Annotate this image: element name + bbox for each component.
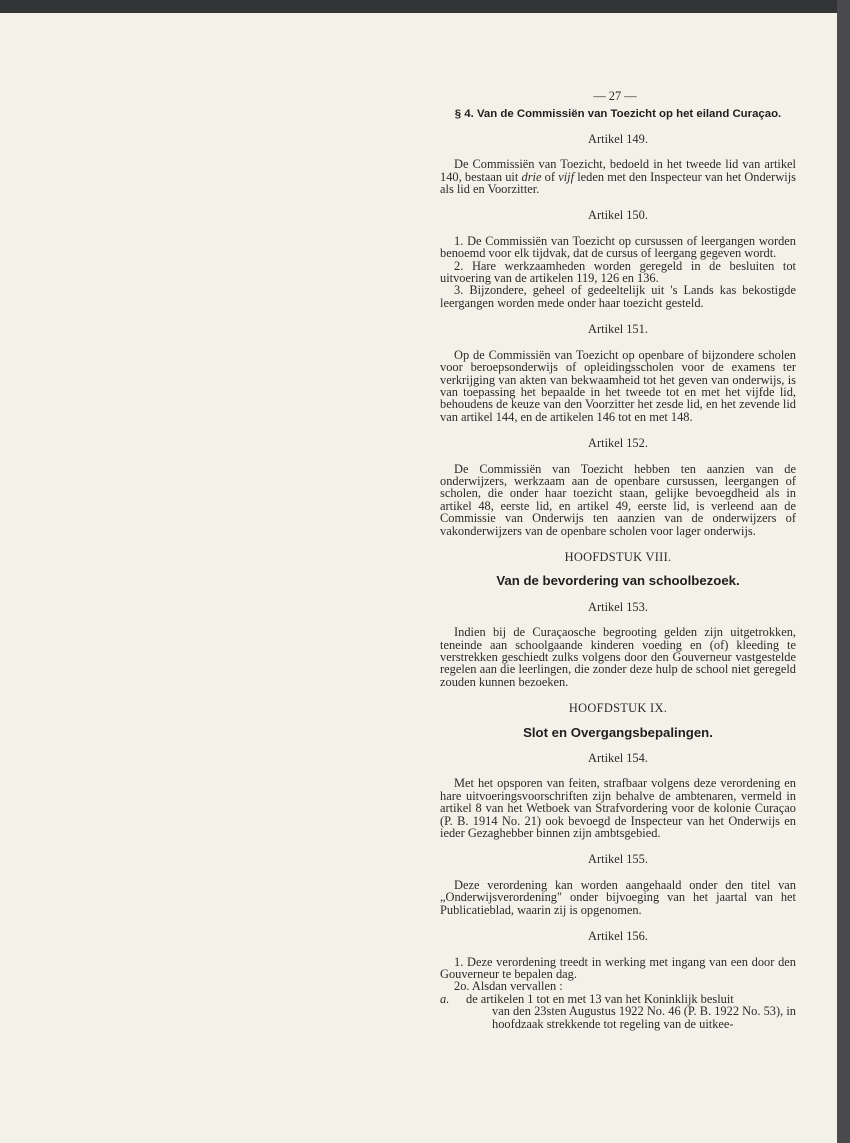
scan-top-border <box>0 0 850 13</box>
article-156-par-1: 1. Deze verordening treedt in werking met ingang van een door den Gouverneur te bepalen dag. <box>440 954 796 981</box>
article-149-drie: drie <box>521 169 542 184</box>
item-a-body <box>466 993 796 1030</box>
article-156-item-a <box>440 993 796 1030</box>
scan-right-border <box>837 0 850 1143</box>
article-149-text-part1: De Commissiën van Toezicht, bedoeld in het tweede lid van artikel 140, bestaan uit <box>440 157 796 184</box>
article-154-title: Artikel 154. <box>588 751 648 766</box>
article-149-text-part2: leden met den Inspecteur van het Onderwijs als lid en Voorzitter. <box>440 169 796 197</box>
chapter-8-label: HOOFDSTUK VIII. <box>564 549 672 564</box>
article-150-par-3: 3. Bijzondere, geheel of gedeeltelijk uit 's Lands kas bekostigde leergangen worden mede onder haar toezicht gesteld. <box>440 283 796 310</box>
article-156-par-2: 2o. Alsdan vervallen : <box>454 979 563 994</box>
chapter-8-title: Van de bevordering van schoolbezoek. <box>496 573 740 589</box>
article-149-title: Artikel 149. <box>588 131 648 146</box>
chapter-9-label: HOOFDSTUK IX. <box>568 701 668 716</box>
article-150-par-2: 2. Hare werkzaamheden worden geregeld in de besluiten tot uitvoering van de artikelen 119, 126 en 136. <box>440 258 796 286</box>
item-a-line-2: van den 23sten Augustus 1922 No. 46 (P. B. 1922 No. 53), in hoofdzaak strekkende tot regeling van de uitkee- <box>492 1004 796 1031</box>
article-150-par-1: 1. De Commissiën van Toezicht op cursussen of leergangen worden benoemd voor elk tijdvak, dat de cursus of leergang gegeven wordt. <box>440 233 796 261</box>
article-153-title: Artikel 153. <box>588 599 648 614</box>
section-title: § 4. Van de Commissiën van Toezicht op het eiland Curaçao. <box>454 108 782 121</box>
text-column <box>440 90 796 1030</box>
article-149-vijf: vijf <box>558 169 575 184</box>
article-153-text: Indien bij de Curaçaosche begrooting gelden zijn uitgetrokken, teneinde aan schoolgaande kinderen voeding en (of) kleeding te verstrekken geschiedt zulks volgens door den Gouverneur vastgestelde regelen aan die leerlingen, die zonder deze hulp de school niet geregeld zouden kunnen bezoeken. <box>440 625 796 689</box>
page-number: — 27 — <box>593 89 637 103</box>
article-151-title: Artikel 151. <box>588 322 648 337</box>
item-a-letter: a. <box>440 991 450 1006</box>
article-154-text: Met het opsporen van feiten, strafbaar volgens deze verordening en hare uitvoeringsvoorschriften zijn behalve de ambtenaren, vermeld in artikel 8 van het Wetboek van Strafvordering voor de kolonie Curaçao (P. B. 1914 No. 21) ook bevoegd de Inspecteur van het Onderwijs en ieder Gezaghebber binnen zijn ambtsgebied. <box>440 776 796 841</box>
article-150-title: Artikel 150. <box>588 208 648 223</box>
article-149-of: of <box>541 169 559 184</box>
article-152-text: De Commissiën van Toezicht hebben ten aanzien van de onderwijzers, werkzaam aan de openbare cursussen, leergangen of scholen, die onder haar toezicht staan, gelijke bevoegdheid als in artikel 48, eerste lid, en artikel 49, eerste lid, is verleend aan de Commissie van Onderwijs ten aanzien van de onderwijzers of vakonderwijzers van de openbare scholen voor lager onderwijs. <box>440 461 796 538</box>
article-156-title: Artikel 156. <box>588 929 648 944</box>
article-155-title: Artikel 155. <box>588 852 648 867</box>
article-152-title: Artikel 152. <box>588 436 648 451</box>
article-155-text: Deze verordening kan worden aangehaald onder den titel van „Onderwijsverordening" onder bijvoeging van het jaartal van het Publicatieblad, waarin zij is opgenomen. <box>440 877 796 917</box>
article-149-text <box>440 158 796 195</box>
chapter-9-title: Slot en Overgangsbepalingen. <box>523 724 713 740</box>
article-151-text: Op de Commissiën van Toezicht op openbare of bijzondere scholen voor beroepsonderwijs of opleidingsscholen voor de examens ter verkrijging van akten van bekwaamheid tot het geven van onderwijs, is van toepassing het bepaalde in het tweede tot en met het vijfde lid, behoudens de keuze van den Voorzitter het zesde lid, en het zevende lid van artikel 144, en de artikelen 146 tot en met 148. <box>440 347 796 424</box>
item-a-line-1: de artikelen 1 tot en met 13 van het Koninklijk besluit <box>466 991 734 1006</box>
